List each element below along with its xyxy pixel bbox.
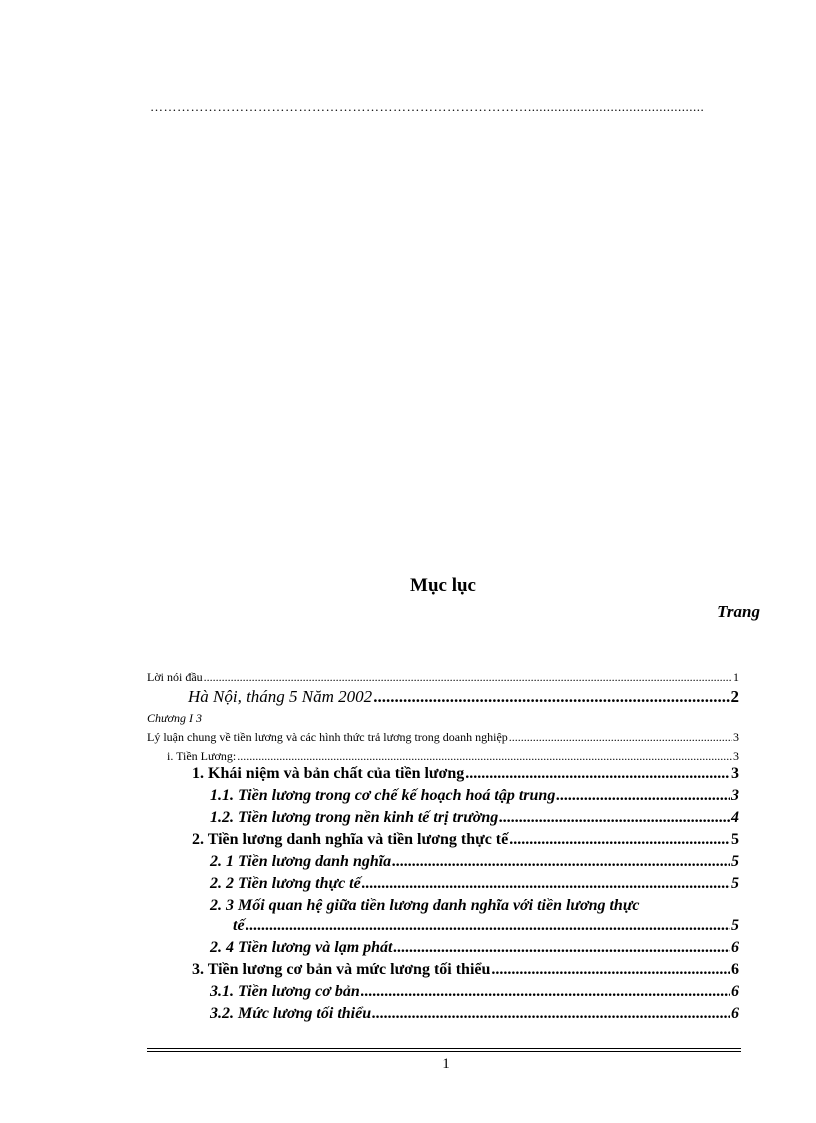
toc-entry[interactable] (147, 730, 739, 745)
toc-entry-label: Lý luận chung về tiền lương và các hình thức trả lương trong doanh nghiệp (147, 730, 508, 744)
toc-entry[interactable] (192, 831, 739, 849)
toc-entry-page: 1 (733, 670, 739, 684)
toc-entry-page: 6 (731, 1005, 739, 1022)
toc-leader (509, 831, 730, 849)
toc-leader (491, 961, 730, 979)
toc-entry-label: 2. Tiền lương danh nghĩa và tiền lương thực tế (192, 831, 509, 848)
toc-title: Mục lục (410, 575, 476, 596)
toc-leader (237, 749, 732, 764)
toc-leader (362, 875, 730, 893)
toc-entry-label: 2. 3 Mối quan hệ giữa tiền lương danh nghĩa với tiền lương thực (210, 897, 640, 914)
toc-entry-label: 2. 2 Tiền lương thực tế (210, 875, 361, 892)
toc-entry-label: Chương I 3 (147, 711, 202, 725)
toc-entry-page: 3 (731, 787, 739, 804)
toc-leader (556, 787, 730, 805)
page-number: 1 (442, 1056, 450, 1072)
toc-entry-page: 5 (731, 831, 739, 848)
toc-entry-page: 3 (733, 749, 739, 763)
toc-entry-page: 2 (730, 687, 739, 706)
toc-entry-page: 3 (731, 765, 739, 782)
toc-entry-page: 5 (731, 875, 739, 892)
toc-entry[interactable] (210, 897, 739, 915)
toc-leader (465, 765, 730, 783)
toc-leader (499, 809, 730, 827)
toc-leader (246, 917, 730, 935)
header-dotted-line: …………………………………………………………………………............................................... (150, 99, 705, 114)
footer-rule (147, 1051, 741, 1052)
toc-entry-page: 6 (731, 939, 739, 956)
toc-entry[interactable] (210, 853, 739, 871)
toc-entry-label: 3. Tiền lương cơ bản và mức lương tối thiểu (192, 961, 491, 978)
toc-leader (393, 939, 730, 957)
toc-entry[interactable] (188, 687, 739, 707)
toc-entry[interactable] (167, 749, 739, 764)
toc-entry[interactable] (147, 711, 447, 726)
page-column-label: Trang (717, 602, 760, 621)
toc-entry-page: 4 (731, 809, 739, 826)
toc-entry-page: 6 (731, 961, 739, 978)
toc-entry-label: 1.1. Tiền lương trong cơ chế kế hoạch hoá tập trung (210, 787, 556, 804)
toc-entry-label: i. Tiền Lương: (167, 749, 237, 763)
footer-rule (147, 1048, 741, 1049)
toc-entry-page: 5 (731, 917, 739, 934)
toc-entry-label: 3.1. Tiền lương cơ bản (210, 983, 360, 1000)
toc-entry[interactable] (210, 809, 739, 827)
toc-entry-label: 2. 4 Tiền lương và lạm phát (210, 939, 393, 956)
toc-entry-label: Lời nói đầu (147, 670, 203, 684)
toc-leader (204, 670, 732, 685)
toc-entry-page: 6 (731, 983, 739, 1000)
toc-entry-continuation[interactable] (233, 917, 739, 935)
toc-entry[interactable] (210, 1005, 739, 1023)
toc-entry[interactable] (210, 939, 739, 957)
toc-entry-label: 1.2. Tiền lương trong nền kinh tế trị trường (210, 809, 499, 826)
toc-entry[interactable] (210, 983, 739, 1001)
toc-entry[interactable] (192, 961, 739, 979)
toc-leader (373, 687, 729, 707)
toc-leader (361, 983, 730, 1001)
toc-entry-page: 3 (733, 730, 739, 744)
toc-entry-page: 5 (731, 853, 739, 870)
toc-entry-label: 3.2. Mức lương tối thiểu (210, 1005, 372, 1022)
toc-entry[interactable] (210, 787, 739, 805)
toc-entry-label: Hà Nội, tháng 5 Năm 2002 (188, 687, 373, 706)
toc-entry-label-continuation: tế (233, 917, 245, 934)
toc-entry[interactable] (192, 765, 739, 783)
toc-entry[interactable] (147, 670, 739, 685)
toc-entry-label: 1. Khái niệm và bản chất của tiền lương (192, 765, 465, 782)
toc-leader (392, 853, 730, 871)
toc-leader (509, 730, 732, 745)
toc-entry[interactable] (210, 875, 739, 893)
toc-entry-label: 2. 1 Tiền lương danh nghĩa (210, 853, 392, 870)
toc-leader (372, 1005, 730, 1023)
